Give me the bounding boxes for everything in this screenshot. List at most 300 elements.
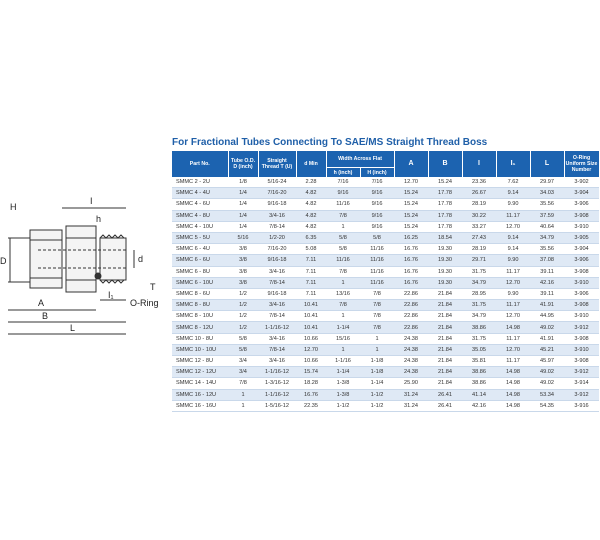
cell-I1: 12.70 <box>496 221 530 232</box>
col-header-oring: O-Ring Uniform Size Number <box>564 151 599 177</box>
cell-tube-od: 1 <box>228 400 258 411</box>
cell-oring: 3-910 <box>564 344 599 355</box>
cell-B: 17.78 <box>428 210 462 221</box>
cell-d-min: 5.08 <box>296 244 326 255</box>
cell-part-no: SMMC 4 - 4U <box>172 188 228 199</box>
table-row <box>172 221 599 232</box>
cell-tube-od: 3/8 <box>228 277 258 288</box>
cell-h-inch: 11/16 <box>326 255 360 266</box>
cell-h-inch: 13/16 <box>326 288 360 299</box>
cell-part-no: SMMC 2 - 2U <box>172 177 228 188</box>
cell-oring: 3-906 <box>564 288 599 299</box>
cell-A: 16.76 <box>394 255 428 266</box>
table-row <box>172 199 599 210</box>
cell-d-min: 10.41 <box>296 300 326 311</box>
cell-thread: 9/16-18 <box>258 255 296 266</box>
cell-tube-od: 5/16 <box>228 232 258 243</box>
cell-I: 38.86 <box>462 367 496 378</box>
cell-B: 21.84 <box>428 378 462 389</box>
cell-thread: 1-3/16-12 <box>258 378 296 389</box>
cell-A: 12.70 <box>394 177 428 188</box>
cell-d-min: 4.82 <box>296 188 326 199</box>
cell-I1: 9.14 <box>496 232 530 243</box>
col-header-h-inch: h (inch) <box>326 168 360 178</box>
fitting-drawing <box>8 208 134 334</box>
cell-h-inch: 11/16 <box>326 199 360 210</box>
cell-tube-od: 1/8 <box>228 177 258 188</box>
cell-L: 42.16 <box>530 277 564 288</box>
table-row <box>172 367 599 378</box>
col-header-L: L <box>530 151 564 177</box>
cell-I1: 14.98 <box>496 400 530 411</box>
cell-tube-od: 5/8 <box>228 344 258 355</box>
cell-A: 15.24 <box>394 221 428 232</box>
cell-h-inch: 1 <box>326 344 360 355</box>
cell-B: 17.78 <box>428 188 462 199</box>
cell-L: 34.79 <box>530 232 564 243</box>
cell-I: 34.79 <box>462 277 496 288</box>
cell-d-min: 7.11 <box>296 288 326 299</box>
cell-H-inch: 1-1/8 <box>360 367 394 378</box>
table-row <box>172 400 599 411</box>
table-row <box>172 255 599 266</box>
cell-thread: 9/16-18 <box>258 288 296 299</box>
cell-d-min: 4.82 <box>296 221 326 232</box>
cell-A: 24.38 <box>394 333 428 344</box>
cell-h-inch: 1 <box>326 221 360 232</box>
dim-h-label: h <box>96 214 102 224</box>
cell-thread: 9/16-18 <box>258 199 296 210</box>
cell-h-inch: 7/16 <box>326 177 360 188</box>
cell-A: 22.86 <box>394 300 428 311</box>
cell-h-inch: 1-3/8 <box>326 389 360 400</box>
cell-h-inch: 1 <box>326 311 360 322</box>
cell-B: 21.84 <box>428 300 462 311</box>
cell-thread: 5/16-24 <box>258 177 296 188</box>
cell-h-inch: 7/8 <box>326 300 360 311</box>
cell-h-inch: 5/8 <box>326 232 360 243</box>
cell-H-inch: 9/16 <box>360 221 394 232</box>
cell-B: 18.54 <box>428 232 462 243</box>
cell-thread: 7/8-14 <box>258 277 296 288</box>
cell-L: 35.56 <box>530 199 564 210</box>
cell-L: 35.56 <box>530 244 564 255</box>
cell-thread: 3/4-16 <box>258 300 296 311</box>
cell-H-inch: 1 <box>360 344 394 355</box>
cell-I1: 9.14 <box>496 188 530 199</box>
cell-d-min: 10.41 <box>296 311 326 322</box>
cell-L: 41.91 <box>530 333 564 344</box>
cell-tube-od: 1/4 <box>228 221 258 232</box>
cell-part-no: SMMC 4 - 10U <box>172 221 228 232</box>
cell-H-inch: 7/16 <box>360 177 394 188</box>
cell-tube-od: 1 <box>228 389 258 400</box>
cell-thread: 1-1/16-12 <box>258 322 296 333</box>
cell-tube-od: 7/8 <box>228 378 258 389</box>
col-header-H-inch: H (inch) <box>360 168 394 178</box>
dim-T-label: T <box>150 282 156 292</box>
cell-part-no: SMMC 6 - 10U <box>172 277 228 288</box>
cell-oring: 3-912 <box>564 389 599 400</box>
cell-thread: 1-5/16-12 <box>258 400 296 411</box>
cell-L: 44.95 <box>530 311 564 322</box>
cell-H-inch: 5/8 <box>360 232 394 243</box>
col-header-I1: I₁ <box>496 151 530 177</box>
cell-oring: 3-910 <box>564 277 599 288</box>
cell-L: 53.34 <box>530 389 564 400</box>
cell-d-min: 2.28 <box>296 177 326 188</box>
cell-A: 31.24 <box>394 400 428 411</box>
cell-tube-od: 1/2 <box>228 300 258 311</box>
cell-oring: 3-908 <box>564 210 599 221</box>
cell-H-inch: 1-1/2 <box>360 400 394 411</box>
cell-A: 16.76 <box>394 266 428 277</box>
cell-B: 21.84 <box>428 288 462 299</box>
cell-A: 22.86 <box>394 311 428 322</box>
cell-H-inch: 9/16 <box>360 199 394 210</box>
cell-B: 21.84 <box>428 333 462 344</box>
cell-H-inch: 11/16 <box>360 244 394 255</box>
dim-A-label: A <box>38 298 45 308</box>
cell-B: 19.30 <box>428 244 462 255</box>
cell-h-inch: 1-1/4 <box>326 367 360 378</box>
cell-L: 29.97 <box>530 177 564 188</box>
cell-H-inch: 7/8 <box>360 300 394 311</box>
cell-oring: 3-908 <box>564 300 599 311</box>
table-row <box>172 356 599 367</box>
spec-table-body <box>172 177 599 411</box>
cell-part-no: SMMC 12 - 12U <box>172 367 228 378</box>
table-row <box>172 333 599 344</box>
table-row <box>172 389 599 400</box>
cell-A: 24.38 <box>394 367 428 378</box>
cell-h-inch: 1-1/4 <box>326 322 360 333</box>
cell-I: 38.86 <box>462 378 496 389</box>
cell-I: 26.67 <box>462 188 496 199</box>
cell-B: 19.30 <box>428 277 462 288</box>
cell-I: 28.19 <box>462 199 496 210</box>
cell-I: 42.16 <box>462 400 496 411</box>
table-row <box>172 300 599 311</box>
cell-L: 39.11 <box>530 266 564 277</box>
cell-B: 21.84 <box>428 344 462 355</box>
cell-h-inch: 1-3/8 <box>326 378 360 389</box>
cell-h-inch: 1-1/16 <box>326 356 360 367</box>
cell-thread: 7/8-14 <box>258 344 296 355</box>
cell-I1: 14.98 <box>496 367 530 378</box>
cell-B: 15.24 <box>428 177 462 188</box>
cell-I1: 14.98 <box>496 378 530 389</box>
cell-H-inch: 1-1/4 <box>360 378 394 389</box>
fitting-diagram <box>0 190 170 350</box>
cell-I1: 12.70 <box>496 311 530 322</box>
cell-thread: 7/16-20 <box>258 188 296 199</box>
col-header-tube-od: Tube O.D. D (inch) <box>228 151 258 177</box>
cell-d-min: 4.82 <box>296 210 326 221</box>
cell-d-min: 18.28 <box>296 378 326 389</box>
cell-A: 31.24 <box>394 389 428 400</box>
cell-oring: 3-910 <box>564 221 599 232</box>
cell-B: 19.30 <box>428 266 462 277</box>
cell-part-no: SMMC 4 - 6U <box>172 199 228 210</box>
cell-d-min: 4.82 <box>296 199 326 210</box>
cell-d-min: 7.11 <box>296 277 326 288</box>
cell-thread: 7/16-20 <box>258 244 296 255</box>
cell-I1: 9.90 <box>496 255 530 266</box>
cell-I: 34.79 <box>462 311 496 322</box>
cell-H-inch: 1-1/2 <box>360 389 394 400</box>
dim-D-label: D <box>0 256 7 266</box>
cell-A: 15.24 <box>394 199 428 210</box>
col-header-d-min: d Min <box>296 151 326 177</box>
cell-A: 22.86 <box>394 322 428 333</box>
cell-d-min: 6.35 <box>296 232 326 243</box>
cell-A: 15.24 <box>394 188 428 199</box>
table-row <box>172 277 599 288</box>
table-row <box>172 288 599 299</box>
cell-oring: 3-908 <box>564 333 599 344</box>
cell-I: 41.14 <box>462 389 496 400</box>
table-row <box>172 177 599 188</box>
cell-oring: 3-912 <box>564 367 599 378</box>
cell-I: 31.75 <box>462 300 496 311</box>
cell-h-inch: 7/8 <box>326 266 360 277</box>
cell-d-min: 12.70 <box>296 344 326 355</box>
cell-part-no: SMMC 16 - 16U <box>172 400 228 411</box>
cell-H-inch: 1 <box>360 333 394 344</box>
cell-A: 16.76 <box>394 244 428 255</box>
cell-oring: 3-914 <box>564 378 599 389</box>
col-header-A: A <box>394 151 428 177</box>
cell-L: 49.02 <box>530 322 564 333</box>
cell-B: 21.84 <box>428 311 462 322</box>
cell-thread: 3/4-16 <box>258 266 296 277</box>
cell-part-no: SMMC 8 - 10U <box>172 311 228 322</box>
cell-d-min: 22.35 <box>296 400 326 411</box>
cell-I: 23.36 <box>462 177 496 188</box>
cell-I1: 14.98 <box>496 389 530 400</box>
cell-L: 34.03 <box>530 188 564 199</box>
col-header-width-across-flat: Width Across Flat <box>326 151 394 168</box>
cell-L: 41.91 <box>530 300 564 311</box>
cell-A: 16.25 <box>394 232 428 243</box>
cell-part-no: SMMC 8 - 6U <box>172 288 228 299</box>
cell-part-no: SMMC 8 - 12U <box>172 322 228 333</box>
cell-oring: 3-910 <box>564 311 599 322</box>
cell-I1: 11.17 <box>496 210 530 221</box>
cell-H-inch: 11/16 <box>360 266 394 277</box>
cell-oring: 3-905 <box>564 232 599 243</box>
cell-d-min: 7.11 <box>296 255 326 266</box>
dim-I1-label: I₁ <box>108 290 114 300</box>
cell-h-inch: 7/8 <box>326 210 360 221</box>
table-row <box>172 311 599 322</box>
cell-thread: 3/4-16 <box>258 333 296 344</box>
cell-tube-od: 1/2 <box>228 288 258 299</box>
cell-H-inch: 11/16 <box>360 277 394 288</box>
cell-H-inch: 9/16 <box>360 188 394 199</box>
cell-tube-od: 1/4 <box>228 210 258 221</box>
cell-part-no: SMMC 12 - 8U <box>172 356 228 367</box>
cell-I: 31.75 <box>462 266 496 277</box>
cell-L: 37.08 <box>530 255 564 266</box>
cell-oring: 3-916 <box>564 400 599 411</box>
cell-I1: 12.70 <box>496 277 530 288</box>
spec-table <box>172 151 600 412</box>
cell-thread: 3/4-16 <box>258 210 296 221</box>
cell-B: 21.84 <box>428 356 462 367</box>
cell-part-no: SMMC 6 - 4U <box>172 244 228 255</box>
cell-h-inch: 9/16 <box>326 188 360 199</box>
cell-d-min: 10.41 <box>296 322 326 333</box>
dim-H-label: H <box>10 202 17 212</box>
cell-B: 17.78 <box>428 199 462 210</box>
cell-tube-od: 1/4 <box>228 188 258 199</box>
table-row <box>172 210 599 221</box>
cell-h-inch: 15/16 <box>326 333 360 344</box>
cell-d-min: 16.76 <box>296 389 326 400</box>
cell-I1: 14.98 <box>496 322 530 333</box>
cell-A: 15.24 <box>394 210 428 221</box>
cell-B: 19.30 <box>428 255 462 266</box>
cell-oring: 3-904 <box>564 188 599 199</box>
cell-B: 17.78 <box>428 221 462 232</box>
cell-thread: 3/4-16 <box>258 356 296 367</box>
cell-H-inch: 7/8 <box>360 322 394 333</box>
cell-oring: 3-908 <box>564 356 599 367</box>
page-title: For Fractional Tubes Connecting To SAE/MS Straight Thread Boss <box>172 137 488 148</box>
cell-L: 49.02 <box>530 378 564 389</box>
cell-L: 45.21 <box>530 344 564 355</box>
table-row <box>172 322 599 333</box>
cell-oring: 3-906 <box>564 255 599 266</box>
table-row <box>172 378 599 389</box>
cell-H-inch: 9/16 <box>360 210 394 221</box>
cell-A: 22.86 <box>394 288 428 299</box>
dim-B-label: B <box>42 311 49 321</box>
cell-I1: 7.62 <box>496 177 530 188</box>
cell-thread: 7/8-14 <box>258 311 296 322</box>
cell-tube-od: 3/4 <box>228 356 258 367</box>
cell-d-min: 10.66 <box>296 333 326 344</box>
cell-A: 16.76 <box>394 277 428 288</box>
cell-I1: 11.17 <box>496 333 530 344</box>
cell-I: 28.19 <box>462 244 496 255</box>
cell-part-no: SMMC 14 - 14U <box>172 378 228 389</box>
cell-B: 26.41 <box>428 389 462 400</box>
cell-part-no: SMMC 4 - 8U <box>172 210 228 221</box>
cell-tube-od: 1/4 <box>228 199 258 210</box>
cell-I: 27.43 <box>462 232 496 243</box>
cell-I1: 9.90 <box>496 199 530 210</box>
cell-h-inch: 5/8 <box>326 244 360 255</box>
cell-H-inch: 7/8 <box>360 288 394 299</box>
cell-B: 26.41 <box>428 400 462 411</box>
cell-I1: 11.17 <box>496 356 530 367</box>
cell-tube-od: 1/2 <box>228 322 258 333</box>
cell-A: 24.38 <box>394 356 428 367</box>
cell-H-inch: 11/16 <box>360 255 394 266</box>
cell-L: 39.11 <box>530 288 564 299</box>
cell-H-inch: 7/8 <box>360 311 394 322</box>
cell-h-inch: 1-1/2 <box>326 400 360 411</box>
cell-L: 40.64 <box>530 221 564 232</box>
dim-d-label: d <box>138 254 144 264</box>
table-row <box>172 344 599 355</box>
cell-d-min: 7.11 <box>296 266 326 277</box>
cell-B: 21.84 <box>428 322 462 333</box>
cell-I: 35.05 <box>462 344 496 355</box>
cell-thread: 7/8-14 <box>258 221 296 232</box>
cell-H-inch: 1-1/8 <box>360 356 394 367</box>
cell-tube-od: 3/4 <box>228 367 258 378</box>
cell-I: 31.75 <box>462 333 496 344</box>
cell-part-no: SMMC 6 - 6U <box>172 255 228 266</box>
cell-I1: 12.70 <box>496 344 530 355</box>
cell-L: 45.97 <box>530 356 564 367</box>
cell-L: 37.59 <box>530 210 564 221</box>
cell-part-no: SMMC 5 - 5U <box>172 232 228 243</box>
table-row <box>172 244 599 255</box>
cell-oring: 3-906 <box>564 199 599 210</box>
cell-I: 38.86 <box>462 322 496 333</box>
cell-tube-od: 3/8 <box>228 266 258 277</box>
cell-oring: 3-904 <box>564 244 599 255</box>
cell-oring: 3-908 <box>564 266 599 277</box>
cell-thread: 1/2-20 <box>258 232 296 243</box>
cell-d-min: 15.74 <box>296 367 326 378</box>
cell-L: 49.02 <box>530 367 564 378</box>
cell-I: 33.27 <box>462 221 496 232</box>
cell-B: 21.84 <box>428 367 462 378</box>
cell-d-min: 10.66 <box>296 356 326 367</box>
cell-A: 25.90 <box>394 378 428 389</box>
cell-h-inch: 1 <box>326 277 360 288</box>
cell-I: 35.81 <box>462 356 496 367</box>
col-header-thread: Straight Thread T (U) <box>258 151 296 177</box>
cell-I: 30.22 <box>462 210 496 221</box>
cell-I: 29.71 <box>462 255 496 266</box>
cell-L: 54.35 <box>530 400 564 411</box>
cell-I1: 9.90 <box>496 288 530 299</box>
dim-L-label: L <box>70 323 76 333</box>
dim-I-label: I <box>90 196 93 206</box>
cell-tube-od: 1/2 <box>228 311 258 322</box>
oring-label: O-Ring <box>130 298 159 308</box>
cell-part-no: SMMC 10 - 10U <box>172 344 228 355</box>
cell-tube-od: 3/8 <box>228 244 258 255</box>
cell-tube-od: 5/8 <box>228 333 258 344</box>
cell-I1: 9.14 <box>496 244 530 255</box>
table-row <box>172 232 599 243</box>
cell-tube-od: 3/8 <box>228 255 258 266</box>
col-header-part-no: Part No. <box>172 151 228 177</box>
col-header-I: I <box>462 151 496 177</box>
cell-part-no: SMMC 16 - 12U <box>172 389 228 400</box>
cell-I1: 11.17 <box>496 300 530 311</box>
cell-part-no: SMMC 8 - 8U <box>172 300 228 311</box>
cell-oring: 3-902 <box>564 177 599 188</box>
cell-part-no: SMMC 6 - 8U <box>172 266 228 277</box>
cell-I: 28.95 <box>462 288 496 299</box>
cell-thread: 1-1/16-12 <box>258 389 296 400</box>
cell-oring: 3-912 <box>564 322 599 333</box>
cell-A: 24.38 <box>394 344 428 355</box>
col-header-B: B <box>428 151 462 177</box>
cell-I1: 11.17 <box>496 266 530 277</box>
table-row <box>172 266 599 277</box>
table-row <box>172 188 599 199</box>
